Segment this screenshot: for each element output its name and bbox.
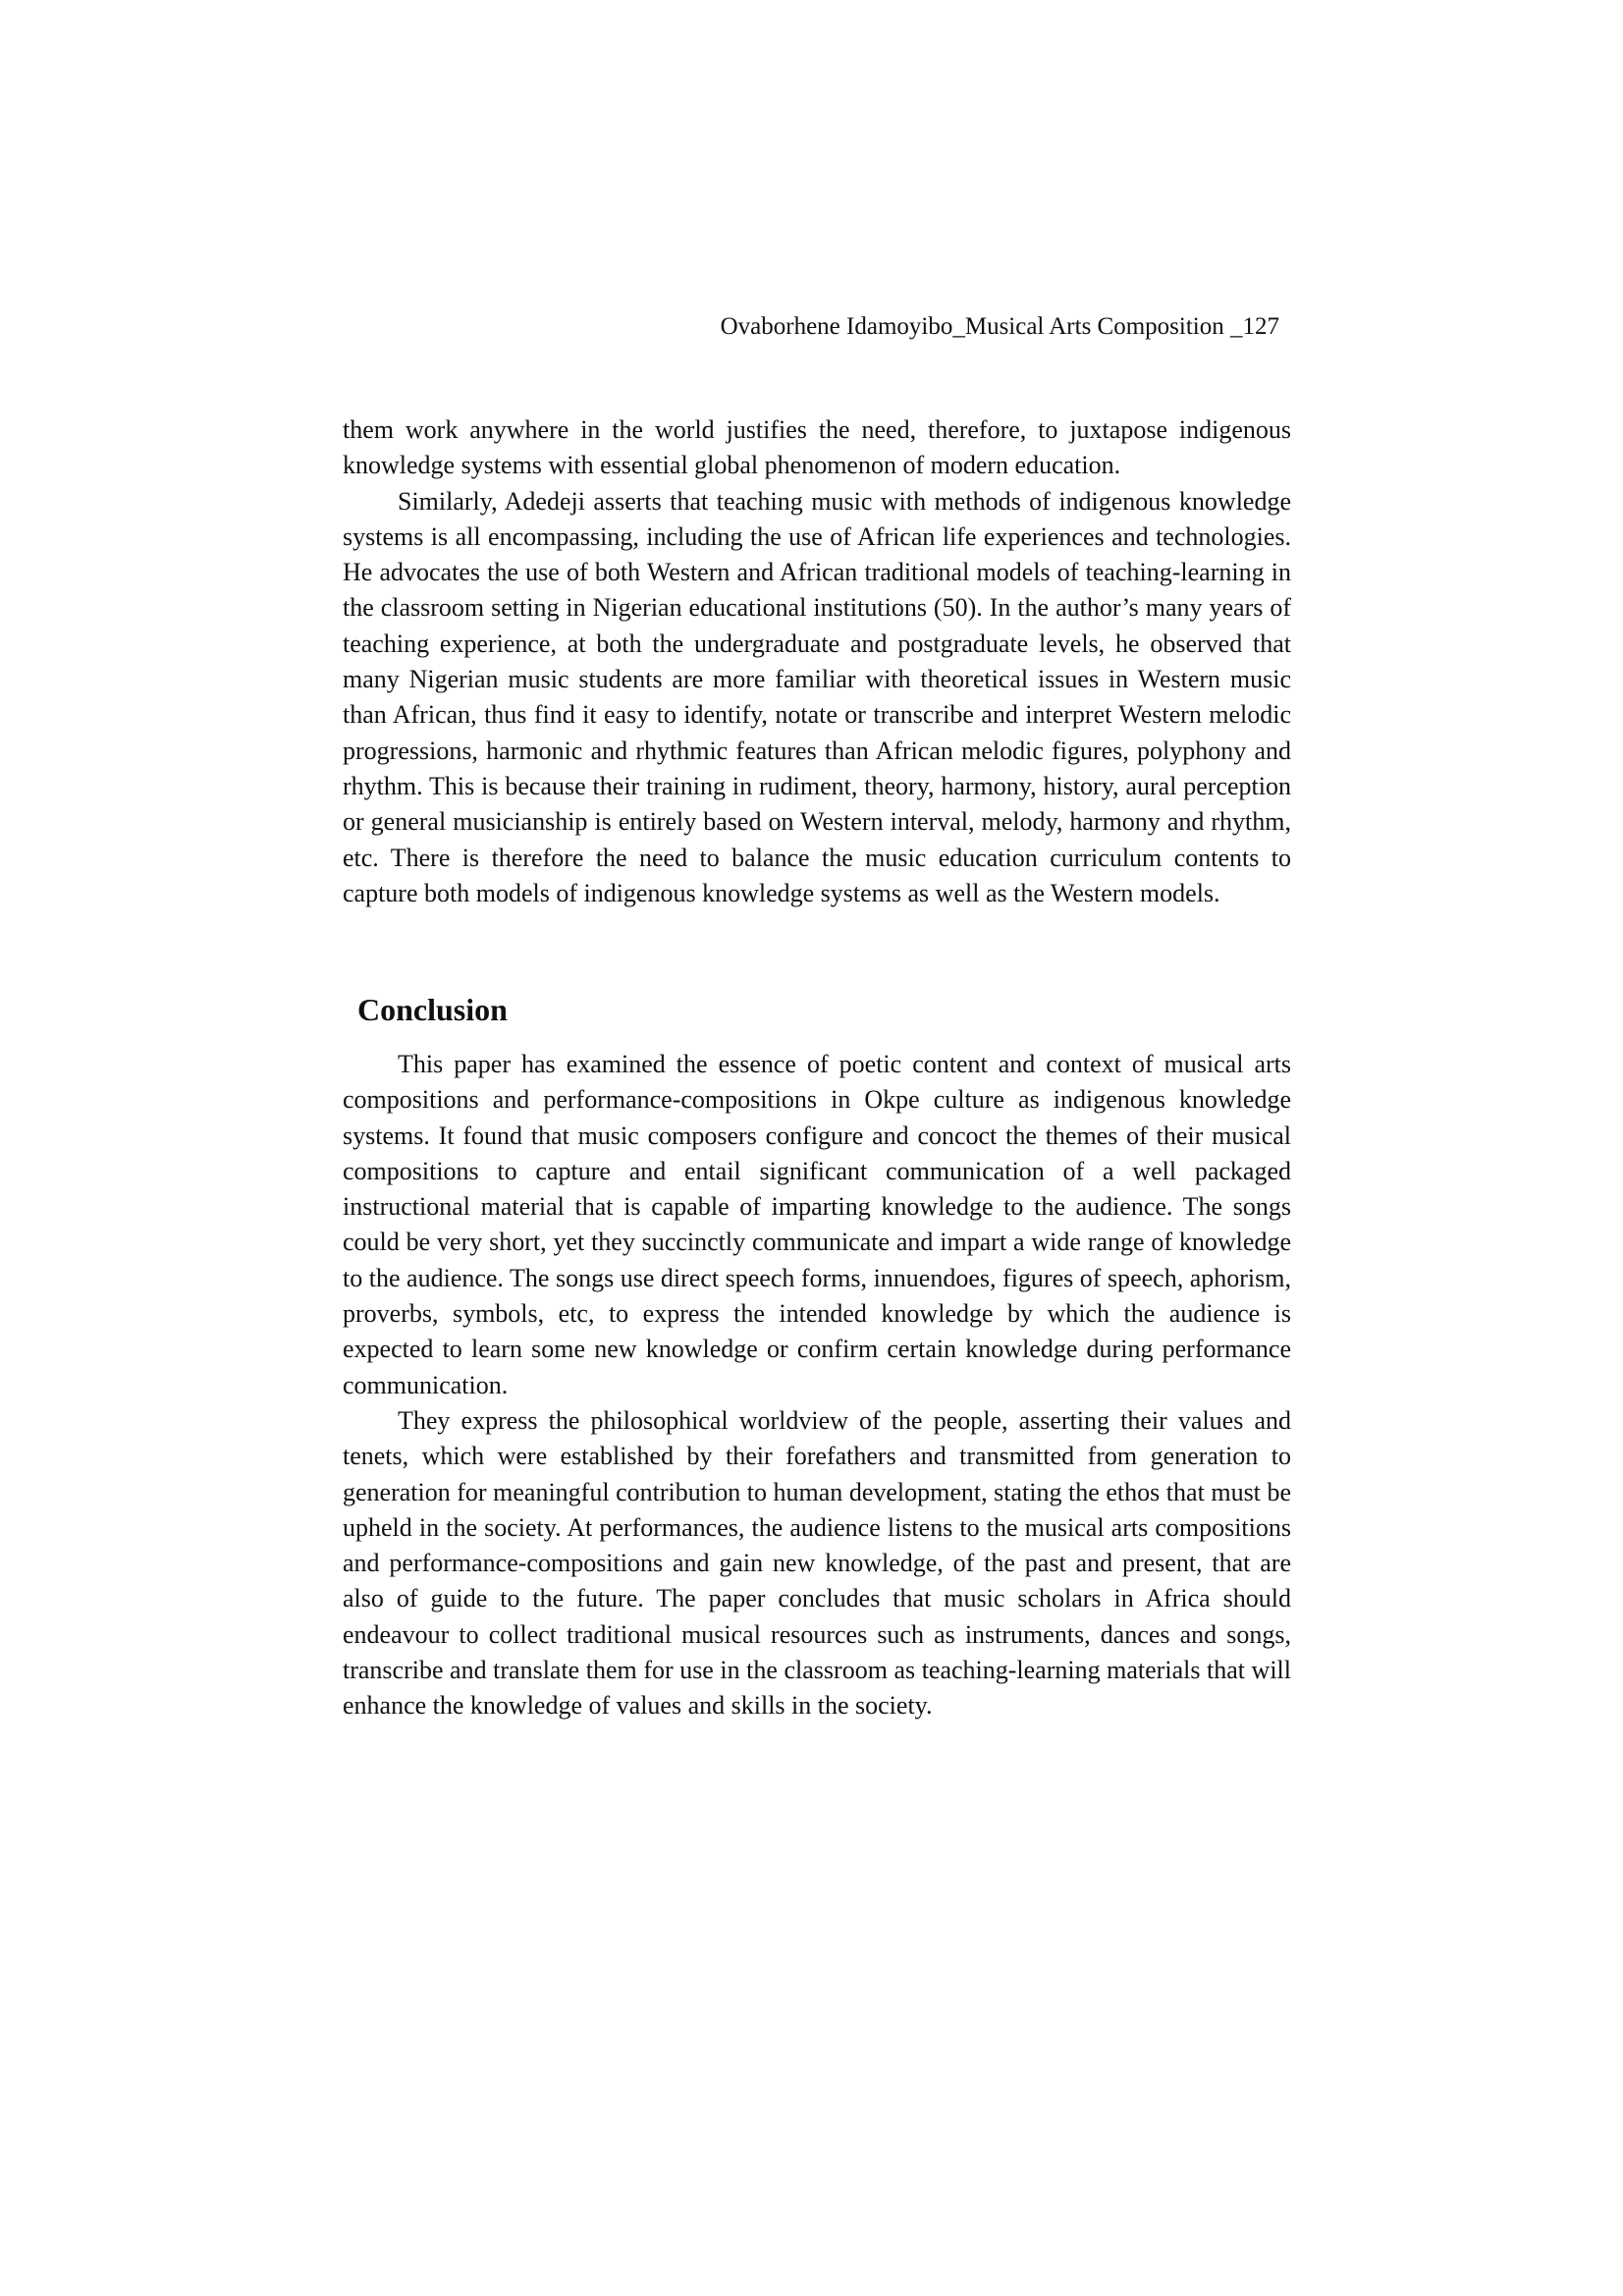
conclusion-body-text [343,1047,1291,1724]
paragraph: Similarly, Adedeji asserts that teaching music with methods of indigenous knowledge systems is all encompassing, including the use of African life experiences and technologies. He advocates the use of both Western and African traditional models of teaching-learning in the classroom setting in Nigerian educational institutions (50). In the author’s many years of teaching experience, at both the undergraduate and postgraduate levels, he observed that many Nigerian music students are more familiar with theoretical issues in Western music than African, thus find it easy to identify, notate or transcribe and interpret Western melodic progressions, harmonic and rhythmic features than African melodic figures, polyphony and rhythm. This is because their training in rudiment, theory, harmony, history, aural perception or general musicianship is entirely based on Western interval, melody, harmony and rhythm, etc. There is therefore the need to balance the music education curriculum contents to capture both models of indigenous knowledge systems as well as the Western models. [343,486,1291,907]
paragraph: They express the philosophical worldview of the people, asserting their values and tenets, which were established by their forefathers and transmitted from generation to generation for meaningful contribution to human development, stating the ethos that must be upheld in the society. At performances, the audience listens to the musical arts compositions and performance-compositions and gain new knowledge, of the past and present, that are also of guide to the future. The paper concludes that music scholars in Africa should endeavour to collect traditional musical resources such as instruments, dances and songs, transcribe and translate them for use in the classroom as teaching-learning materials that will enhance the knowledge of values and skills in the society. [343,1405,1291,1721]
paragraph: This paper has examined the essence of poetic content and context of musical arts compositions and performance-compositions in Okpe culture as indigenous knowledge systems. It found that music composers configure and concoct the themes of their musical compositions to capture and entail significant communication of a well packaged instructional material that is capable of imparting knowledge to the audience. The songs could be very short, yet they succinctly communicate and impart a wide range of knowledge to the audience. The songs use direct speech forms, innuendoes, figures of speech, aphorism, proverbs, symbols, etc, to express the intended knowledge by which the audience is expected to learn some new knowledge or confirm certain knowledge during performance communication. [343,1050,1291,1399]
running-header: Ovaborhene Idamoyibo_Musical Arts Composition _127 [720,313,1279,340]
section-heading-conclusion: Conclusion [357,992,508,1027]
body-text-before-conclusion [343,412,1291,911]
paragraph: them work anywhere in the world justifies the need, therefore, to juxtapose indigenous knowledge systems with essential global phenomenon of modern education. [343,415,1291,480]
